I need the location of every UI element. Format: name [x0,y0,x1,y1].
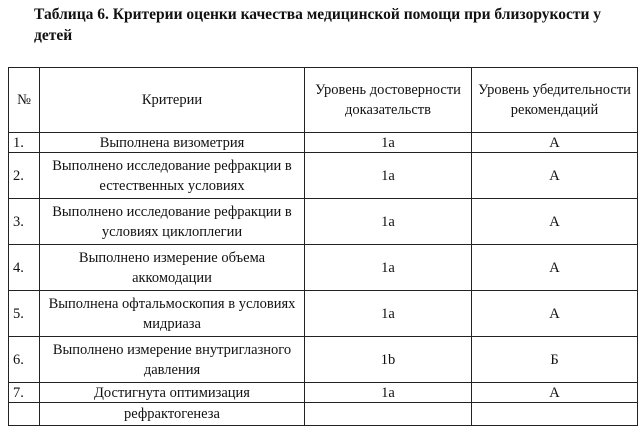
row-number: 7. [9,383,40,403]
row-criterion: Выполнено исследование рефракции в естественных условиях [40,153,305,199]
row-number: 4. [9,245,40,291]
row-recommendation-grade: A [472,291,638,337]
row-evidence-level: 1a [305,245,472,291]
row-recommendation-grade: A [472,199,638,245]
row-evidence-level: 1a [305,199,472,245]
row-number: 3. [9,199,40,245]
row-number: 5. [9,291,40,337]
row-evidence-level: 1b [305,337,472,383]
criteria-table [8,67,638,426]
row-recommendation-grade: A [472,245,638,291]
row-evidence-level: 1a [305,291,472,337]
row-criterion-continuation: рефрактогенеза [40,403,305,426]
table-header-row [9,68,638,133]
row-criterion: Выполнено исследование рефракции в условиях циклоплегии [40,199,305,245]
table-row [9,153,638,199]
header-number: № [9,68,40,133]
header-recommendation-grade: Уровень убедительности рекомендаций [472,68,638,133]
row-evidence-level: 1a [305,133,472,153]
row-number: 6. [9,337,40,383]
row-number-empty [9,403,40,426]
row-recommendation-grade-empty [472,403,638,426]
row-recommendation-grade: A [472,153,638,199]
table-row [9,199,638,245]
row-criterion: Выполнено измерение внутриглазного давления [40,337,305,383]
header-evidence-level: Уровень достоверности доказательств [305,68,472,133]
table-row [9,337,638,383]
row-evidence-level-empty [305,403,472,426]
table-row [9,383,638,403]
row-number: 1. [9,133,40,153]
table-row [9,245,638,291]
row-criterion: Выполнено измерение объема аккомодации [40,245,305,291]
row-evidence-level: 1a [305,153,472,199]
row-criterion: Выполнена визометрия [40,133,305,153]
table-row-continuation [9,403,638,426]
row-criterion: Выполнена офтальмоскопия в условиях мидриаза [40,291,305,337]
row-recommendation-grade: Б [472,337,638,383]
table-row [9,133,638,153]
header-criteria: Критерии [40,68,305,133]
row-evidence-level: 1a [305,383,472,403]
row-number: 2. [9,153,40,199]
table-caption: Таблица 6. Критерии оценки качества медицинской помощи при близорукости у детей [34,6,602,44]
row-criterion: Достигнута оптимизация [40,383,305,403]
table-row [9,291,638,337]
row-recommendation-grade: A [472,383,638,403]
row-recommendation-grade: A [472,133,638,153]
